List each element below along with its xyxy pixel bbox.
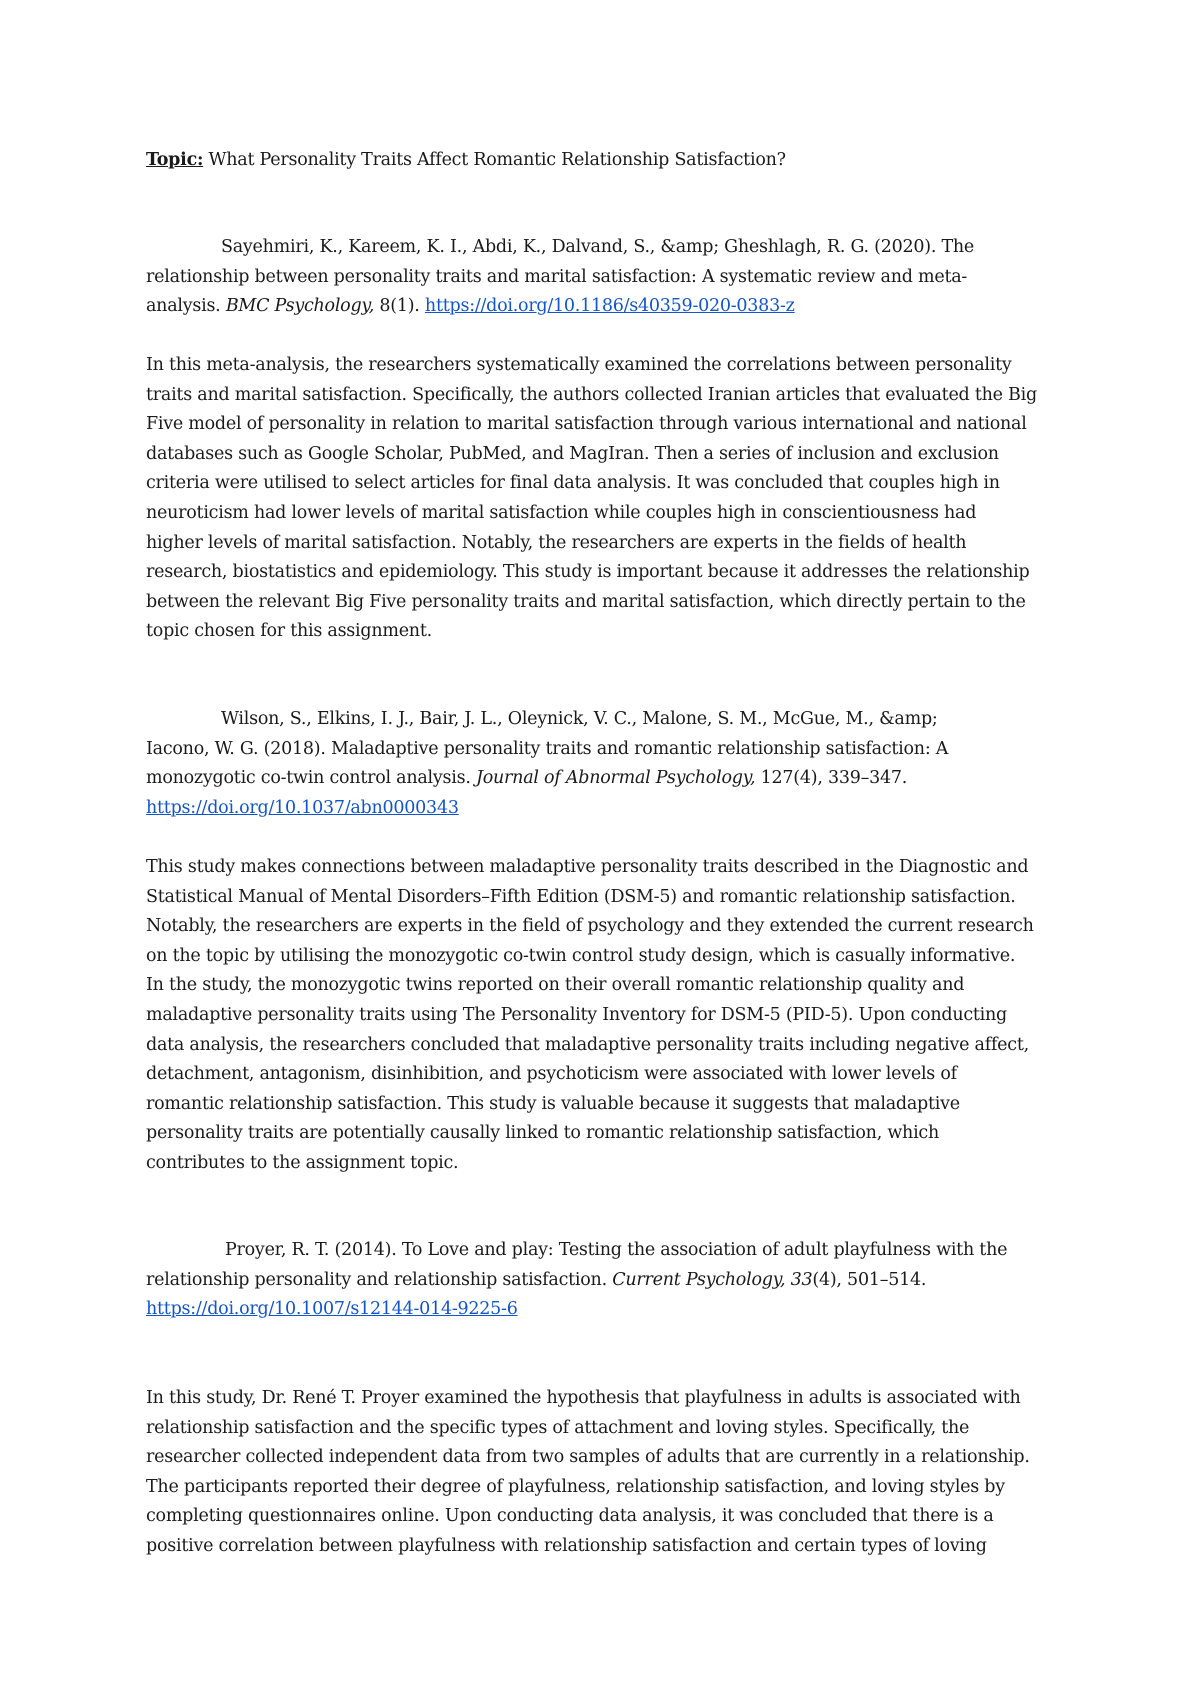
paragraph-line: contributes to the assignment topic. <box>146 1152 459 1173</box>
reference-sayehmiri <box>146 233 1066 322</box>
paragraph-line: romantic relationship satisfaction. This study is valuable because it suggests that maladaptive <box>146 1093 960 1114</box>
topic-label: Topic: <box>146 150 204 170</box>
doi-link[interactable]: https://doi.org/10.1037/abn0000343 <box>146 797 459 818</box>
paragraph-line: databases such as Google Scholar, PubMed, and MagIran. Then a series of inclusion and exclusion <box>146 443 999 464</box>
summary-paragraph-1 <box>146 351 1066 647</box>
paragraph-line: relationship satisfaction and the specific types of attachment and loving styles. Specifically, the <box>146 1417 970 1438</box>
paragraph-line: on the topic by utilising the monozygotic co-twin control study design, which is casually informative. <box>146 945 1016 966</box>
paragraph-line: traits and marital satisfaction. Specifically, the authors collected Iranian articles that evaluated the Big <box>146 384 1037 405</box>
doi-link[interactable]: https://doi.org/10.1186/s40359-020-0383-z <box>424 296 795 317</box>
reference-text: 127(4), 339–347. <box>755 768 908 789</box>
journal-title: Current Psychology, 33 <box>612 1269 813 1290</box>
paragraph-line: completing questionnaires online. Upon conducting data analysis, it was concluded that there is a <box>146 1506 994 1527</box>
paragraph-line: higher levels of marital satisfaction. Notably, the researchers are experts in the fields of health <box>146 532 967 553</box>
paragraph-line: positive correlation between playfulness with relationship satisfaction and certain types of loving <box>146 1535 987 1556</box>
reference-line: Proyer, R. T. (2014). To Love and play: Testing the association of adult playfulness with the <box>225 1240 1008 1260</box>
journal-title: Journal of Abnormal Psychology, <box>475 768 756 789</box>
paragraph-line: Notably, the researchers are experts in the field of psychology and they extended the current research <box>146 916 1034 937</box>
paragraph-line: detachment, antagonism, disinhibition, and psychoticism were associated with lower levels of <box>146 1064 957 1085</box>
paragraph-line: personality traits are potentially causally linked to romantic relationship satisfaction, which <box>146 1123 939 1144</box>
paragraph-line: between the relevant Big Five personality traits and marital satisfaction, which directly pertain to the <box>146 591 1026 612</box>
topic-text: What Personality Traits Affect Romantic Relationship Satisfaction? <box>203 150 786 170</box>
reference-wilson <box>146 705 1066 823</box>
reference-line: Iacono, W. G. (2018). Maladaptive personality traits and romantic relationship satisfaction: A <box>146 738 949 759</box>
reference-line: relationship between personality traits and marital satisfaction: A systematic review and meta- <box>146 266 968 287</box>
paragraph-line: criteria were utilised to select articles for final data analysis. It was concluded that couples high in <box>146 473 1000 494</box>
summary-paragraph-3 <box>146 1384 1066 1562</box>
reference-line: Sayehmiri, K., Kareem, K. I., Abdi, K., Dalvand, S., &amp; Gheshlagh, R. G. (2020). The <box>221 237 975 257</box>
reference-proyer <box>146 1236 1066 1325</box>
reference-text: 8(1). <box>374 296 425 317</box>
doi-link[interactable]: https://doi.org/10.1007/s12144-014-9225-6 <box>146 1299 518 1320</box>
reference-line: Wilson, S., Elkins, I. J., Bair, J. L., Oleynick, V. C., Malone, S. M., McGue, M., &amp; <box>221 709 938 729</box>
reference-text: monozygotic co-twin control analysis. <box>146 768 476 789</box>
paragraph-line: research, biostatistics and epidemiology. This study is important because it addresses the relationship <box>146 562 1030 583</box>
topic-heading <box>146 146 1066 176</box>
paragraph-line: In the study, the monozygotic twins reported on their overall romantic relationship quality and <box>146 975 965 996</box>
journal-title: BMC Psychology, <box>225 296 375 317</box>
summary-paragraph-2 <box>146 853 1066 1179</box>
paragraph-line: Statistical Manual of Mental Disorders–Fifth Edition (DSM-5) and romantic relationship satisfaction. <box>146 886 1016 907</box>
paragraph-line: In this meta-analysis, the researchers systematically examined the correlations between personality <box>146 355 1012 375</box>
paragraph-line: In this study, Dr. René T. Proyer examined the hypothesis that playfulness in adults is associated with <box>146 1388 1021 1408</box>
paragraph-line: Five model of personality in relation to marital satisfaction through various international and national <box>146 414 1027 435</box>
paragraph-line: maladaptive personality traits using The Personality Inventory for DSM-5 (PID-5). Upon conducting <box>146 1004 1008 1025</box>
paragraph-line: topic chosen for this assignment. <box>146 621 432 642</box>
paragraph-line: data analysis, the researchers concluded that maladaptive personality traits including negative affect, <box>146 1034 1029 1055</box>
paragraph-line: neuroticism had lower levels of marital satisfaction while couples high in conscientiousness had <box>146 502 977 523</box>
paragraph-line: This study makes connections between maladaptive personality traits described in the Diagnostic and <box>146 857 1029 877</box>
paragraph-line: researcher collected independent data from two samples of adults that are currently in a relationship. <box>146 1447 1030 1468</box>
reference-text: (4), 501–514. <box>812 1269 927 1290</box>
reference-text: analysis. <box>146 296 226 317</box>
paragraph-line: The participants reported their degree of playfulness, relationship satisfaction, and loving styles by <box>146 1476 1005 1497</box>
reference-text: relationship personality and relationship satisfaction. <box>146 1269 613 1290</box>
